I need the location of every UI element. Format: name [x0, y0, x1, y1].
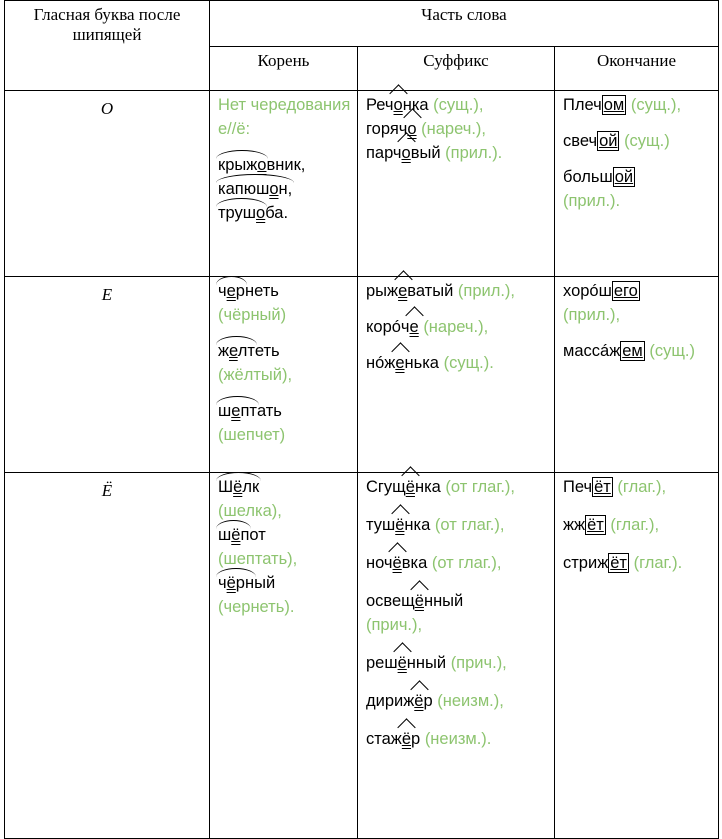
list-item: освещённый (прич.),	[366, 589, 548, 637]
list-item: крыжовник,	[218, 153, 351, 177]
list-item: Плеч ом (сущ.),	[563, 96, 682, 114]
table-row	[5, 91, 719, 277]
list-item: дирижёр (неизм.),	[366, 689, 548, 713]
vowel-cell: О	[5, 91, 210, 277]
root-cell	[210, 473, 358, 839]
list-item: шёпот (шептать),	[218, 523, 351, 571]
list-item: Шёлк (шелка),	[218, 475, 351, 523]
table-row	[5, 473, 719, 839]
ending-cell	[555, 473, 719, 839]
ending-cell	[555, 277, 719, 473]
root-cell	[210, 91, 358, 277]
list-item: трушоба.	[218, 201, 351, 225]
ending-cell	[555, 91, 719, 277]
spelling-table	[4, 0, 719, 839]
list-item: хорóш его (прил.),	[563, 282, 638, 324]
vowel-cell: Е	[5, 277, 210, 473]
list-item: нóженька (сущ.).	[366, 351, 548, 375]
list-item: массáж ем (сущ.)	[563, 342, 696, 360]
list-item: парчовый (прил.).	[366, 141, 548, 165]
header-root: Корень	[210, 47, 358, 91]
suffix-cell	[358, 91, 555, 277]
list-item: ночёвка (от глаг.),	[366, 551, 548, 575]
suffix-cell	[358, 277, 555, 473]
list-item: рыжеватый (прил.),	[366, 279, 548, 303]
list-item: свеч ой (сущ.)	[563, 132, 670, 150]
list-item: тушёнка (от глаг.),	[366, 513, 548, 537]
list-item: корóче (нареч.),	[366, 315, 548, 339]
list-item: желтеть (жёлтый),	[218, 339, 351, 387]
header-word-part: Часть слова	[210, 1, 719, 47]
list-item: шептать (шепчет)	[218, 399, 351, 447]
header-ending: Окончание	[555, 47, 719, 91]
list-item: решённый (прич.),	[366, 651, 548, 675]
table-row	[5, 277, 719, 473]
header-suffix: Суффикс	[358, 47, 555, 91]
list-item: Нет чередования е//ё:	[218, 96, 351, 138]
list-item: Печ ёт (глаг.),	[563, 478, 667, 496]
list-item: горячо (нареч.),	[366, 117, 548, 141]
list-item: жж ёт (глаг.),	[563, 516, 660, 534]
list-item: Речонка (сущ.),	[366, 93, 548, 117]
header-vowel: Гласная буква после шипящей	[5, 1, 210, 91]
suffix-cell	[358, 473, 555, 839]
list-item: чернеть (чёрный)	[218, 279, 351, 327]
root-cell	[210, 277, 358, 473]
list-item: стриж ёт (глаг.).	[563, 554, 683, 572]
list-item: чёрный (чернеть).	[218, 571, 351, 619]
list-item: стажёр (неизм.).	[366, 727, 548, 751]
vowel-cell: Ё	[5, 473, 210, 839]
list-item: больш ой (прил.).	[563, 168, 634, 210]
list-item: Сгущёнка (от глаг.),	[366, 475, 548, 499]
list-item: капюшон,	[218, 177, 351, 201]
